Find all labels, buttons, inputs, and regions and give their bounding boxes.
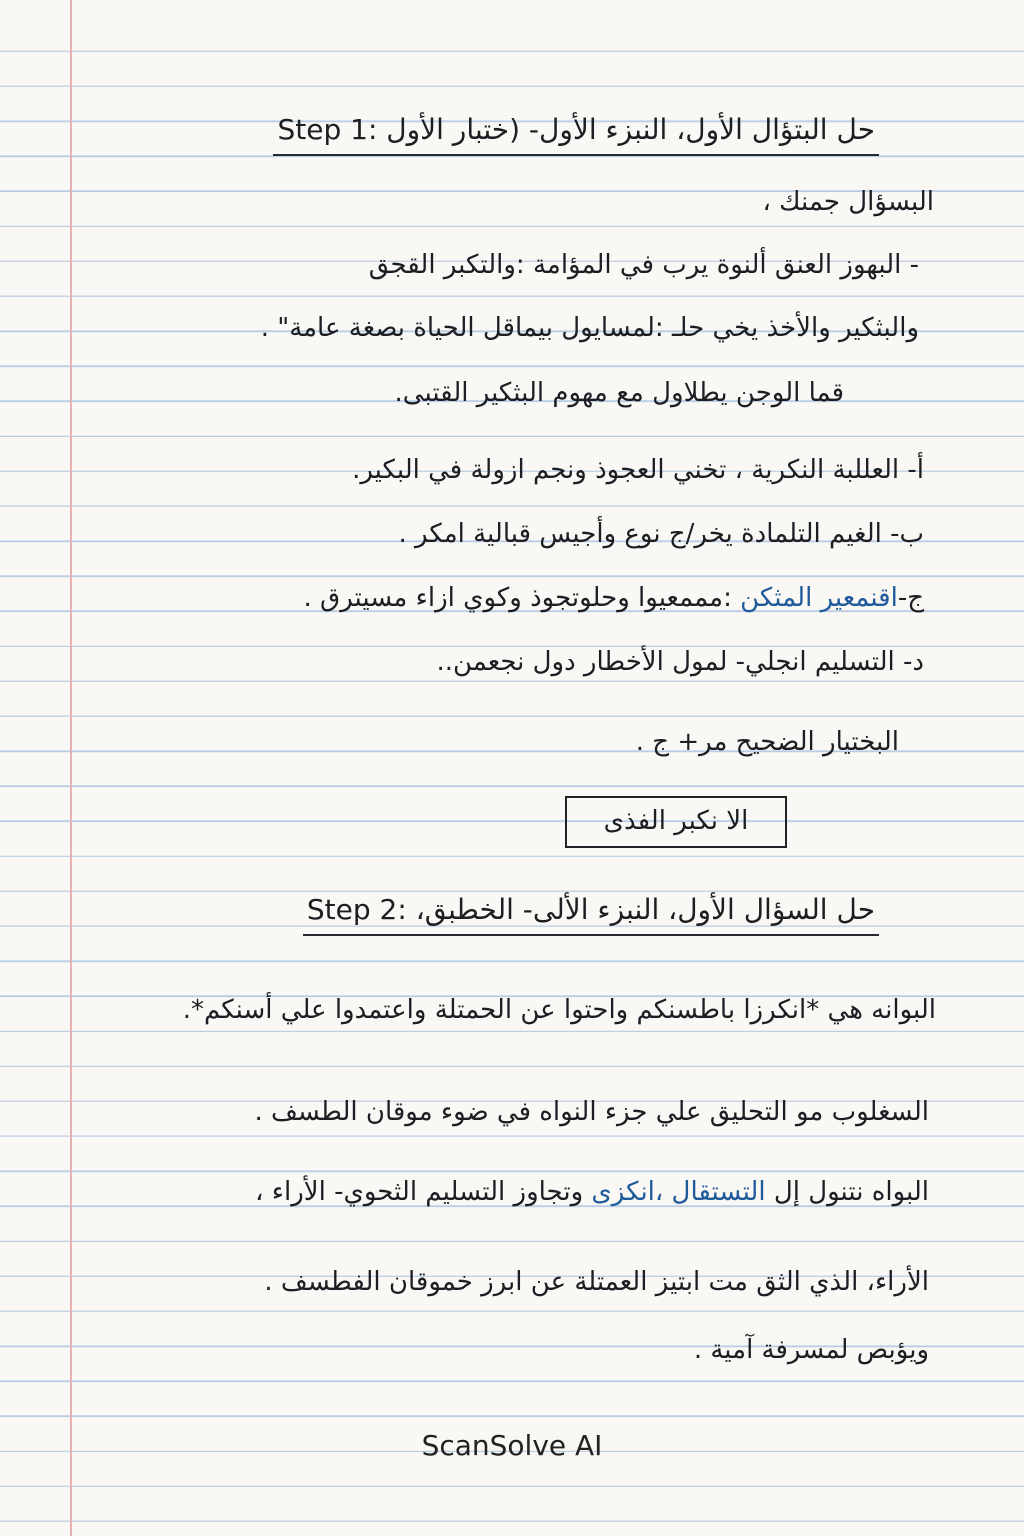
paragraph-line-3-prefix: البواه نتنول إل <box>773 1177 929 1207</box>
boxed-answer: الا نكبر الفذى <box>565 796 787 848</box>
step2-label: Step 2: <box>306 893 407 926</box>
option-d: د- التسليم انجلي- لمول الأخطار دول نجعمن.. <box>436 647 924 677</box>
option-c-highlight: اقنمعير المثكن <box>740 583 898 613</box>
paragraph-line-4: الأراء، الذي الثق مت ابتيز العمتلة عن ابرز خموقان الفطسف . <box>264 1267 929 1297</box>
question-intro: البسؤال جمنك ، <box>762 187 934 217</box>
paragraph-line-3 <box>80 1172 929 1212</box>
paragraph-line-3-rest: وتجاوز التسليم الثحوي- الأراء ، <box>255 1177 584 1207</box>
option-a: أ- العللبة النكرية ، تخني العجوذ ونجم ازولة في البكير. <box>352 455 924 485</box>
paragraph-line-2: السغلوب مو التحليق علي جزء النواه في ضوء موقان الطسف . <box>254 1097 929 1127</box>
paragraph-line-3-highlight: التستقال ،انكزى <box>591 1177 766 1207</box>
step1-label: Step 1: <box>277 113 378 146</box>
step2-title: حل السؤال الأول، النبزء الألى- الخطبق، <box>415 893 875 926</box>
step1-title: حل البتؤال الأول، النبزء الأول- (ختبار الأول <box>386 113 875 146</box>
option-b: ب- الغيم التلمادة يخر/ج نوع وأجيس قبالية امكر . <box>398 519 924 549</box>
option-c-prefix: ج- <box>897 583 924 613</box>
quote-line-2: والبثكير والأخذ يخي حلـ :لمسايول بيماقل الحياة بصغة عامة" . <box>260 313 919 343</box>
quote-line-3: قما الوجن يطلاول مع مهوم البثكير القتبى. <box>394 378 844 408</box>
step2-heading <box>303 888 879 936</box>
quote-line-1: - البهوز العنق ألنوة يرب في المؤامة :والتكبر القجق <box>368 250 919 280</box>
option-c <box>80 578 924 618</box>
margin-line <box>70 0 72 1536</box>
footer-brand: ScanSolve AI <box>421 1429 603 1462</box>
answer-line: البختيار الضحيح مر+ ج . <box>635 727 899 757</box>
paragraph-line-5: ويؤبص لمسرفة آمية . <box>693 1335 929 1365</box>
option-c-rest: :مممعيوا وحلوتجوذ وكوي ازاء مسيترق . <box>303 583 732 613</box>
paragraph-line-1: البوانه هي *انكرزا باطسنكم واحتوا عن الحمتلة واعتمدوا علي أسنكم*. <box>182 995 936 1025</box>
step1-heading <box>273 108 879 156</box>
